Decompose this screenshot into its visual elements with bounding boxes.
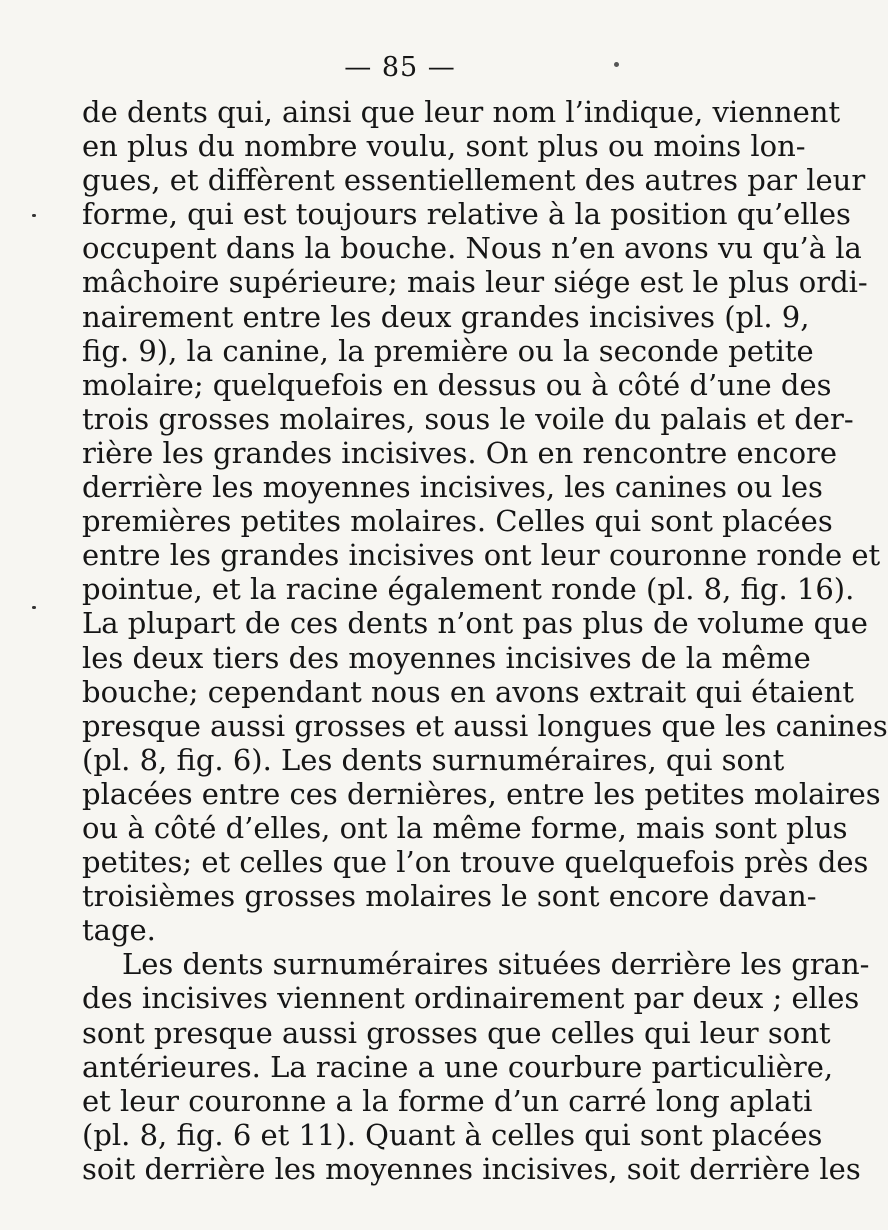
text-line: nairement entre les deux grandes incisives (pl. 9,: [82, 299, 810, 334]
text-line: de dents qui, ainsi que leur nom l’indique, viennent: [82, 95, 841, 129]
text-line: mâchoire supérieure; mais leur siége est le plus ordi-: [82, 265, 868, 300]
text-line: gues, et diffèrent essentiellement des autres par leur: [82, 163, 866, 198]
page-number: — 85 —: [344, 52, 456, 83]
text-line: antérieures. La racine a une courbure particulière,: [82, 1049, 834, 1084]
text-line: petites; et celles que l’on trouve quelquefois près des: [82, 845, 869, 880]
text-line: molaire; quelquefois en dessus ou à côté d’une des: [82, 367, 832, 402]
body-text: [82, 95, 888, 1186]
text-line: premières petites molaires. Celles qui sont placées: [82, 504, 833, 539]
text-line: trois grosses molaires, sous le voile du palais et der-: [82, 401, 854, 436]
text-line: rière les grandes incisives. On en rencontre encore: [82, 435, 838, 470]
margin-mark: [32, 606, 36, 609]
text-line: occupent dans la bouche. Nous n’en avons vu qu’à la: [82, 231, 862, 266]
text-line: La plupart de ces dents n’ont pas plus de volume que: [82, 606, 868, 641]
text-line: presque aussi grosses et aussi longues que les canines: [82, 708, 888, 743]
text-line: en plus du nombre voulu, sont plus ou moins lon-: [82, 129, 806, 164]
text-line: placées entre ces dernières, entre les petites molaires: [82, 776, 881, 811]
paragraph: [82, 95, 888, 948]
text-line: (pl. 8, fig. 6). Les dents surnuméraires, qui sont: [82, 742, 785, 777]
margin-mark: [32, 214, 36, 217]
text-line: les deux tiers des moyennes incisives de la même: [82, 640, 811, 675]
text-line: soit derrière les moyennes incisives, soit derrière les: [82, 1151, 861, 1186]
text-line: fig. 9), la canine, la première ou la seconde petite: [82, 333, 814, 368]
text-line: troisièmes grosses molaires le sont encore davan-: [82, 879, 817, 914]
text-line: et leur couronne a la forme d’un carré long aplati: [82, 1083, 813, 1118]
text-line: derrière les moyennes incisives, les canines ou les: [82, 470, 823, 505]
text-line: ou à côté d’elles, ont la même forme, mais sont plus: [82, 810, 848, 845]
text-line: entre les grandes incisives ont leur couronne ronde et: [82, 538, 881, 573]
text-line: Les dents surnuméraires situées derrière les gran-: [122, 947, 870, 982]
text-line: forme, qui est toujours relative à la position qu’elles: [82, 197, 851, 232]
text-line: sont presque aussi grosses que celles qui leur sont: [82, 1015, 831, 1050]
text-line: tage.: [82, 913, 156, 948]
paragraph: [82, 947, 870, 1186]
text-line: des incisives viennent ordinairement par deux ; elles: [82, 981, 860, 1016]
text-line: pointue, et la racine également ronde (pl. 8, fig. 16).: [82, 572, 855, 607]
text-line: bouche; cependant nous en avons extrait qui étaient: [82, 674, 854, 709]
text-line: (pl. 8, fig. 6 et 11). Quant à celles qui sont placées: [82, 1117, 823, 1152]
